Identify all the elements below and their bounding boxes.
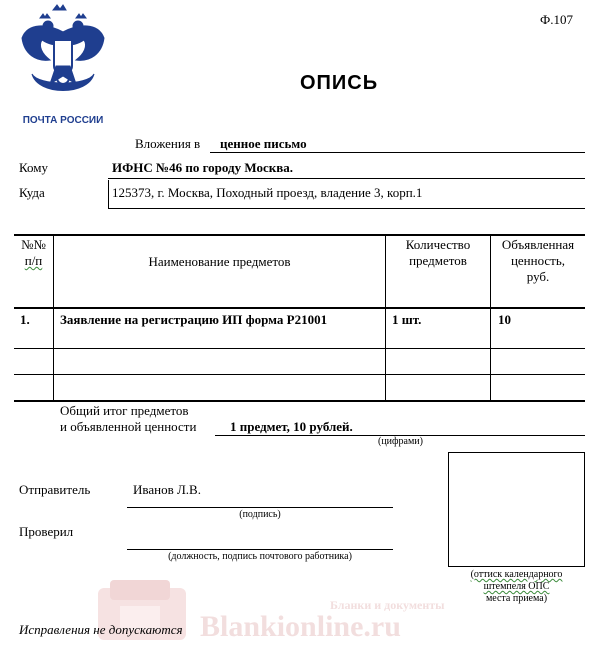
where-line bbox=[108, 208, 585, 209]
watermark-small: Бланки и документы bbox=[330, 598, 445, 612]
stamp-box bbox=[448, 452, 585, 567]
sender-hint: (подпись) bbox=[239, 509, 281, 520]
row-num: 1. bbox=[20, 312, 30, 327]
to-label: Кому bbox=[19, 160, 49, 175]
stamp-hint-line3: места приема) bbox=[485, 593, 548, 604]
watermark-folder-icon bbox=[90, 578, 195, 651]
stamp-hint bbox=[448, 569, 585, 605]
checked-hint: (должность, подпись почтового работника) bbox=[168, 551, 352, 562]
row-value: 10 bbox=[498, 312, 511, 327]
table-row-line bbox=[14, 348, 585, 349]
table-bottom-border bbox=[14, 400, 585, 402]
col-header-value-line2: ценность, bbox=[510, 253, 566, 268]
col-header-value-line1: Объявленная bbox=[501, 237, 575, 252]
table-top-border bbox=[14, 234, 585, 236]
total-label bbox=[60, 403, 196, 435]
attachments-line bbox=[210, 152, 585, 153]
col-header-qty-line1: Количество bbox=[405, 237, 471, 252]
col-header-num-line2: п/п bbox=[24, 253, 43, 268]
to-value: ИФНС №46 по городу Москва. bbox=[112, 160, 293, 175]
where-label: Куда bbox=[19, 185, 45, 200]
attachments-value: ценное письмо bbox=[220, 136, 307, 151]
col-header-value bbox=[491, 237, 585, 285]
checked-line bbox=[127, 549, 393, 550]
total-value: 1 предмет, 10 рублей. bbox=[230, 419, 353, 434]
col-header-qty bbox=[386, 237, 490, 269]
col-header-num-line1: №№ bbox=[21, 237, 46, 252]
where-value: 125373, г. Москва, Походный проезд, владение 3, корп.1 bbox=[112, 185, 423, 200]
watermark-big: Blankionline.ru bbox=[200, 610, 401, 643]
col-header-value-line3: руб. bbox=[526, 269, 550, 284]
total-label-line1: Общий итог предметов bbox=[60, 403, 189, 418]
total-hint: (цифрами) bbox=[378, 436, 423, 447]
attachments-label: Вложения в bbox=[135, 136, 201, 151]
col-header-num bbox=[14, 237, 53, 269]
table-header-border bbox=[14, 307, 585, 309]
stamp-hint-line1: (оттиск календарного bbox=[470, 569, 563, 580]
where-box-left bbox=[108, 180, 109, 208]
form-code: Ф.107 bbox=[540, 12, 574, 27]
sender-label: Отправитель bbox=[19, 482, 91, 497]
stamp-hint-line2: штемпеля ОПС bbox=[483, 581, 550, 592]
sender-line bbox=[127, 507, 393, 508]
footer-note: Исправления не допускаются bbox=[19, 622, 183, 637]
total-label-line2: и объявленной ценности bbox=[60, 419, 197, 434]
col-header-qty-line2: предметов bbox=[409, 253, 467, 268]
row-qty: 1 шт. bbox=[392, 312, 422, 327]
page-title: ОПИСЬ bbox=[300, 72, 379, 94]
table-row-line bbox=[14, 374, 585, 375]
checked-label: Проверил bbox=[19, 524, 74, 539]
col-header-name: Наименование предметов bbox=[148, 254, 291, 269]
to-line bbox=[108, 178, 585, 179]
logo-caption: ПОЧТА РОССИИ bbox=[22, 115, 104, 126]
row-name: Заявление на регистрацию ИП форма Р21001 bbox=[60, 312, 328, 327]
post-emblem-logo bbox=[18, 4, 108, 124]
sender-value: Иванов Л.В. bbox=[133, 482, 201, 497]
